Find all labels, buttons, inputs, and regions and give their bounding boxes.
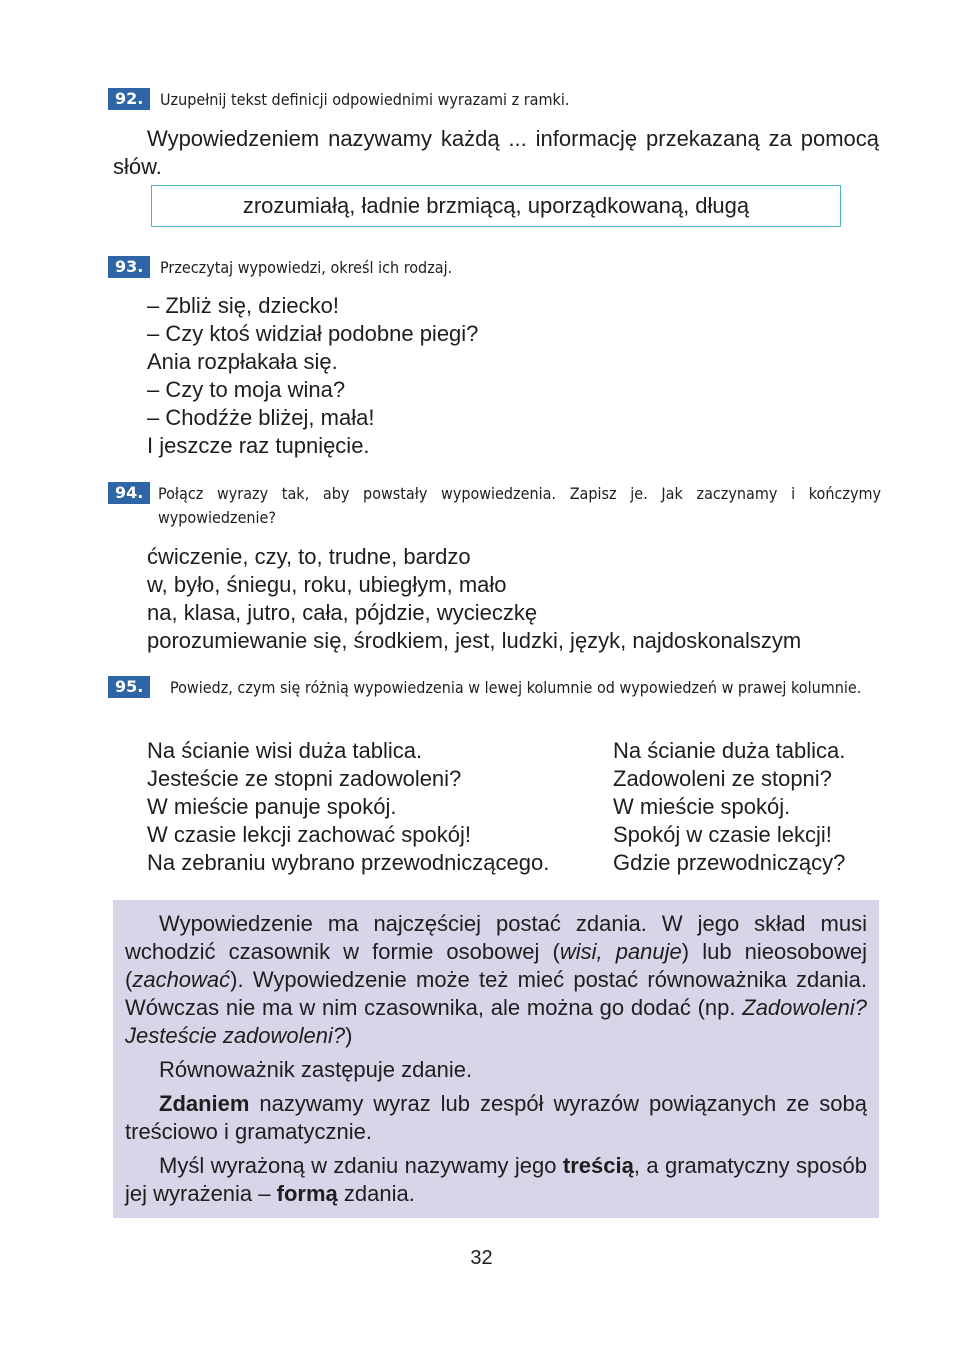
right-column: [613, 737, 845, 877]
list-item: Zadowoleni ze stopni?: [613, 766, 832, 791]
rule-box: [113, 900, 879, 1218]
list-item: Na zebraniu wybrano przewodniczącego.: [147, 850, 550, 875]
list-item: ćwiczenie, czy, to, trudne, bardzo: [147, 544, 471, 569]
word-sets: [147, 543, 801, 655]
left-column: [147, 737, 549, 877]
dialogue-lines: [147, 292, 478, 460]
list-item: Ania rozpłakała się.: [147, 349, 338, 374]
list-item: Gdzie przewodniczący?: [613, 850, 846, 875]
term-tresc: treścią: [562, 1153, 634, 1178]
list-item: – Chodźże bliżej, mała!: [147, 405, 375, 430]
list-item: Spokój w czasie lekcji!: [613, 822, 832, 847]
exercise-number: 93.: [108, 256, 150, 278]
list-item: W mieście spokój.: [613, 794, 791, 819]
list-item: na, klasa, jutro, cała, pójdzie, wycieczkę: [147, 600, 538, 625]
word-box: zrozumiałą, ładnie brzmiącą, uporządkowaną, długą: [151, 185, 841, 227]
exercise-number: 95.: [108, 676, 150, 698]
list-item: porozumiewanie się, środkiem, jest, ludzki, język, najdoskonalszym: [147, 628, 802, 653]
list-item: – Czy ktoś widział podobne piegi?: [147, 321, 479, 346]
exercise-instruction: Powiedz, czym się różnią wypowiedzenia w lewej kolumnie od wypowiedzeń w prawej kolumnie.: [170, 678, 862, 697]
exercise-number: 94.: [108, 482, 150, 504]
list-item: w, było, śniegu, roku, ubiegłym, mało: [147, 572, 507, 597]
rule-paragraph: Myśl wyrażoną w zdaniu nazywamy jego treścią, a gramatyczny sposób jej wyrażenia – formą zdania.: [125, 1153, 867, 1206]
exercise-instruction: Przeczytaj wypowiedzi, określ ich rodzaj.: [160, 258, 453, 277]
term-zdanie: Zdaniem: [159, 1091, 250, 1116]
definition-text: Wypowiedzeniem nazywamy każdą ... informację przekazaną za pomocą słów.: [113, 126, 879, 179]
exercise-95-header: [108, 676, 881, 700]
list-item: – Zbliż się, dziecko!: [147, 293, 339, 318]
list-item: – Czy to moja wina?: [147, 377, 346, 402]
rule-paragraph: Równoważnik zastępuje zdanie.: [159, 1057, 473, 1082]
term-forma: formą: [276, 1181, 338, 1206]
exercise-93-header: [108, 256, 881, 280]
list-item: I jeszcze raz tupnięcie.: [147, 433, 370, 458]
list-item: Jesteście ze stopni zadowoleni?: [147, 766, 462, 791]
rule-paragraph: Wypowiedzenie ma najczęściej postać zdania. W jego skład musi wchodzić czasownik w formie osobowej (wisi, panuje) lub nieosobowej (zachować). Wypowiedzenie może też mieć postać równoważnika zdania. Wówczas nie ma w nim czasownika, ale można go dodać (np. Zadowoleni? Jesteście zadowoleni?): [125, 911, 867, 1048]
list-item: W mieście panuje spokój.: [147, 794, 397, 819]
list-item: Na ścianie wisi duża tablica.: [147, 738, 423, 763]
list-item: W czasie lekcji zachować spokój!: [147, 822, 472, 847]
list-item: Na ścianie duża tablica.: [613, 738, 846, 763]
exercise-instruction: Uzupełnij tekst definicji odpowiednimi wyrazami z ramki.: [160, 90, 570, 109]
page-number: 32: [470, 1247, 493, 1269]
exercise-92-header: [108, 88, 881, 112]
exercise-94-header: [108, 482, 881, 530]
exercise-number: 92.: [108, 88, 150, 110]
exercise-instruction: Połącz wyrazy tak, aby powstały wypowiedzenia. Zapisz je. Jak zaczynamy i kończymy wypowiedzenie?: [158, 484, 881, 527]
rule-paragraph: Zdaniem nazywamy wyraz lub zespół wyrazów powiązanych ze sobą treściowo i gramatycznie.: [125, 1091, 867, 1144]
